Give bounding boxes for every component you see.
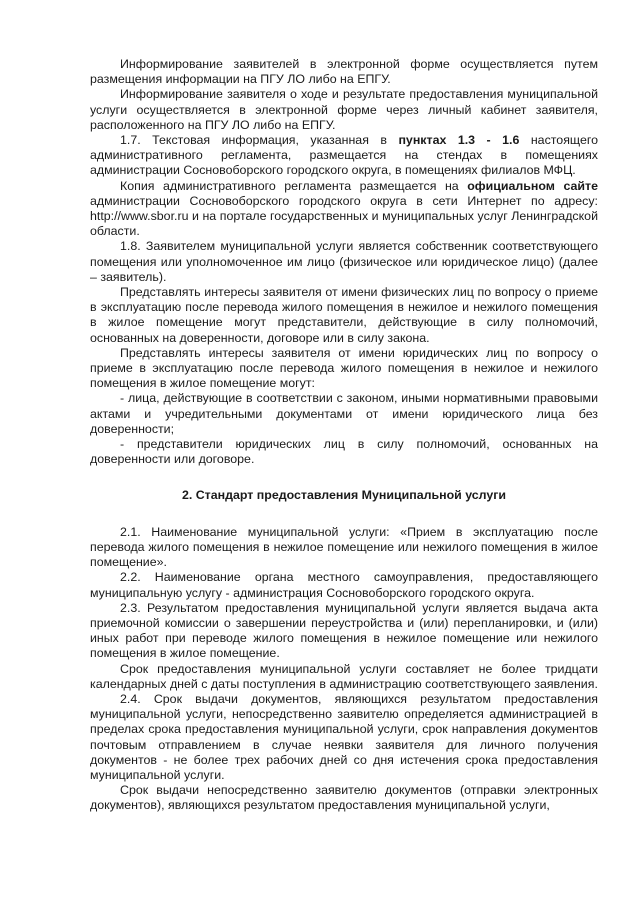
section-heading: 2. Стандарт предоставления Муниципальной услуги: [181, 488, 507, 503]
paragraph-individuals-representation: Представлять интересы заявителя от имени физических лиц по вопросу о приеме в эксплуатацию после перевода жилого помещения в нежилое и нежилого помещения в жилое помещение могут представители, действующие в силу полномочий, основанных на доверенности, договоре или в силу закона.: [90, 285, 598, 345]
paragraph-regulation-copy: [90, 179, 598, 240]
paragraph-copy-end: администрации Сосновоборского городского округа в сети Интернет по адресу: http://www.sbor.ru и на портале государственных и муниципальных услуг Ленинградской области.: [90, 193, 598, 239]
paragraph-legal-representation: Представлять интересы заявителя от имени юридических лиц по вопросу о приеме в эксплуатацию после перевода жилого помещения в нежилое и нежилого помещения в жилое помещение могут:: [90, 345, 598, 391]
paragraph-document-issue-term: Срок выдачи непосредственно заявителю документов (отправки электронных документов), являющихся результатом предоставления муниципальной услуги,: [90, 783, 598, 813]
paragraph-1-7: [90, 133, 598, 179]
paragraph-1-7-start: 1.7. Текстовая информация, указанная в: [120, 133, 399, 148]
paragraph-2-4: 2.4. Срок выдачи документов, являющихся результатом предоставления муниципальной услуги, непосредственно заявителю определяется администрацией в пределах срока предоставления муниципальной услуги, срок направления документов почтовым отправлением в случае неявки заявителя для личного получения документов - не более трех рабочих дней со дня истечения срока предоставления муниципальной услуги.: [90, 691, 598, 782]
paragraph-2-2: 2.2. Наименование органа местного самоуправления, предоставляющего муниципальную услугу - администрация Сосновоборского городского округа.: [90, 570, 598, 600]
list-item-legal-persons: - лица, действующие в соответствии с законом, иными нормативными правовыми актами и учредительными документами от имени юридического лица без доверенности;: [90, 391, 598, 436]
paragraph-2-3: 2.3. Результатом предоставления муниципальной услуги является выдача акта приемочной комиссии о завершении переустройства и (или) перепланировки, и (или) иных работ при переводе жилого помещения в нежилое помещение или нежилого помещения в жилое помещение.: [90, 600, 598, 661]
paragraph-1-7-end: настоящего административного регламента, размещается на стендах в помещениях администрации Сосновоборского городского округа, в помещениях филиалов МФЦ.: [90, 133, 598, 178]
paragraph-service-term: Срок предоставления муниципальной услуги составляет не более тридцати календарных дней с даты поступления в администрацию соответствующего заявления.: [90, 661, 598, 691]
paragraph-1-8: 1.8. Заявителем муниципальной услуги является собственник соответствующего помещения или уполномоченное им лицо (физическое или юридическое лицо) (далее – заявитель).: [90, 239, 598, 284]
document-page: [90, 57, 598, 814]
paragraph-electronic-info: Информирование заявителей в электронной форме осуществляется путем размещения информации на ПГУ ЛО либо на ЕПГУ.: [90, 57, 598, 87]
paragraph-2-1: 2.1. Наименование муниципальной услуги: «Прием в эксплуатацию после перевода жилого помещения в нежилое помещение или нежилого помещения в жилое помещение».: [90, 524, 598, 570]
paragraph-copy-start: Копия административного регламента размещается на: [120, 178, 468, 193]
list-item-representatives: - представители юридических лиц в силу полномочий, основанных на доверенности или договоре.: [90, 437, 598, 467]
paragraph-electronic-status: Информирование заявителя о ходе и результате предоставления муниципальной услуги осуществляется в электронной форме через личный кабинет заявителя, расположенного на ПГУ ЛО либо на ЕПГУ.: [90, 87, 598, 132]
paragraph-copy-bold: официальном сайте: [467, 178, 598, 193]
paragraph-1-7-bold: пунктах 1.3 - 1.6: [398, 133, 520, 148]
